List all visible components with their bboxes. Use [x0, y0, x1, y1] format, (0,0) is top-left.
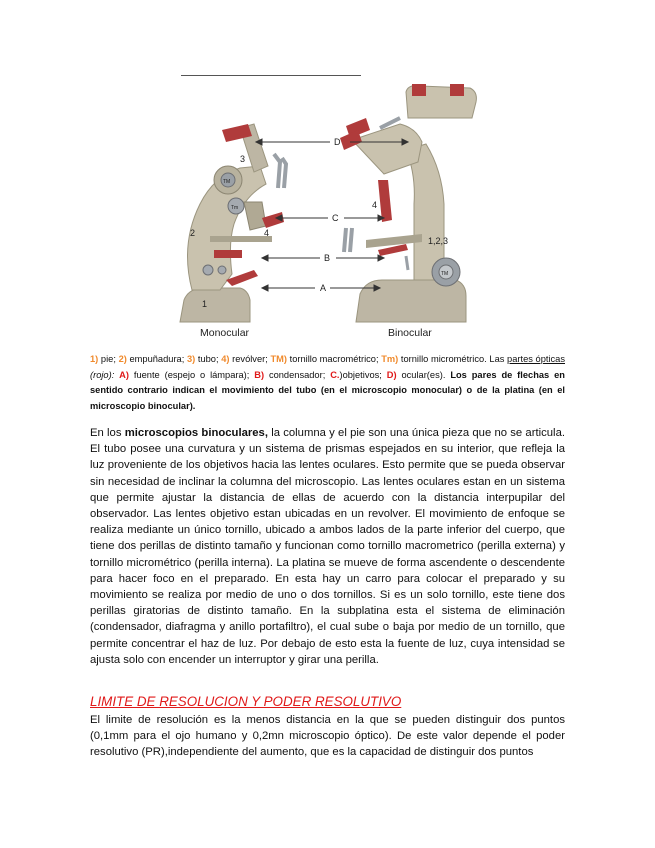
caption-t4: revólver;: [229, 354, 271, 364]
para1-bold: microscopios binoculares,: [124, 427, 268, 439]
knob-tm-bino: TM: [441, 271, 449, 277]
caption-t8: fuente (espejo o lámpara);: [128, 369, 255, 380]
caption-n1: 1): [90, 354, 99, 364]
section-heading: LIMITE DE RESOLUCION Y PODER RESOLUTIVO: [90, 694, 402, 709]
caption-t3: tubo;: [195, 354, 222, 364]
top-rule: [181, 75, 361, 76]
caption-t11: ocular(es).: [396, 369, 451, 380]
paragraph-resolucion: El limite de resolución es la menos distancia en la que se pueden distinguir dos puntos (0,1mm para el ojo humano y 0,2mn microscopio óptico). De este valor depende el poder resolutivo (PR),independiente del aumento, que es la capacidad de distinguir dos puntos: [90, 714, 565, 759]
part-label-3: 3: [240, 154, 246, 164]
caption-a: A): [119, 369, 129, 380]
caption-n3: 3): [186, 354, 196, 364]
microscope-figure: [170, 84, 480, 346]
caption-bold: Los pares de flechas en sentido contrario indican el movimiento del tubo (en el microscopio monocular) o de la platina (en el microscopio binocular).: [90, 369, 565, 411]
arrow-label-c: C: [332, 213, 339, 223]
arrow-label-a: A: [320, 283, 327, 293]
caption-t2: empuñadura;: [126, 354, 187, 364]
caption-tm2: Tm): [381, 354, 399, 364]
para1-intro: En los: [90, 427, 125, 439]
part-label-4-bino: 4: [372, 200, 378, 210]
para1-text: la columna y el pie son una única pieza que no se articula. El tubo posee una curvatura y un sistema de prismas espejados en su interior, que refleja la luz proveniente de los objetivos hacia las lentes oculares. Esto permite que se pueda observar sin necesidad de inclinar la columna del microscopio. Las lentes oculares estan en un sistema que permite ajustar la distancia de ellas de acuerdo con la distancia interpupilar del observador. Las lentes objetivo estan ubicadas en un revolver. El movimiento de enfoque se realiza mediante un único tornillo, ubicado a ambos lados de la parte inferior del cuerpo, que tiene dos perillas de distinto tamaño y funcionan como tornillo macrometrico (perilla externa) y tornillo micrométrico (perilla interna). La platina se mueve de forma ascendente o descendente para hacer foco en el preparado. En esta hay un carro para colocar el preparado y su movimiento se realiza por medio de uno o dos tornillos. Si es un solo tornillo, este tiene dos perillas giratorias de distinto tamaño. En la subplatina esta el sistema de eliminación (condensador, diafragma y anillo portafiltro), el cual sube o baja por medio de un tornillo, que permite concentrar el haz de luz. Por debajo de esto esta la fuente de luz, cuya intensidad se ajusta solo con encender un interruptor y girar una perilla.: [90, 427, 565, 666]
caption-n2: 2): [118, 354, 127, 364]
caption-tm: TM): [270, 354, 287, 364]
knob-tm-mono: TM: [223, 179, 231, 185]
figure-caption: [90, 352, 565, 414]
label-monocular: Monocular: [200, 327, 250, 339]
knob-tm-small: Tm: [231, 205, 239, 211]
arrow-label-b: B: [324, 253, 331, 263]
caption-c: C.: [330, 369, 340, 380]
part-label-4-mono: 4: [264, 228, 270, 238]
caption-b: B): [254, 369, 265, 380]
caption-n4: 4): [221, 354, 230, 364]
caption-t5: tornillo macrométrico;: [286, 354, 382, 364]
part-label-1: 1: [202, 299, 208, 309]
caption-t9: condensador;: [264, 369, 331, 380]
caption-optical-parts: partes ópticas: [507, 354, 565, 364]
caption-t7: (rojo):: [90, 369, 120, 380]
arrow-label-d: D: [334, 137, 341, 147]
paragraph-binoculares: [90, 425, 565, 668]
caption-t1: pie;: [98, 354, 119, 364]
label-binocular: Binocular: [388, 327, 432, 339]
part-label-2: 2: [190, 228, 196, 238]
caption-d: D): [386, 369, 397, 380]
caption-t10: )objetivos;: [339, 369, 387, 380]
caption-t6: tornillo micrométrico. Las: [398, 354, 508, 364]
part-label-123: 1,2,3: [428, 236, 449, 246]
